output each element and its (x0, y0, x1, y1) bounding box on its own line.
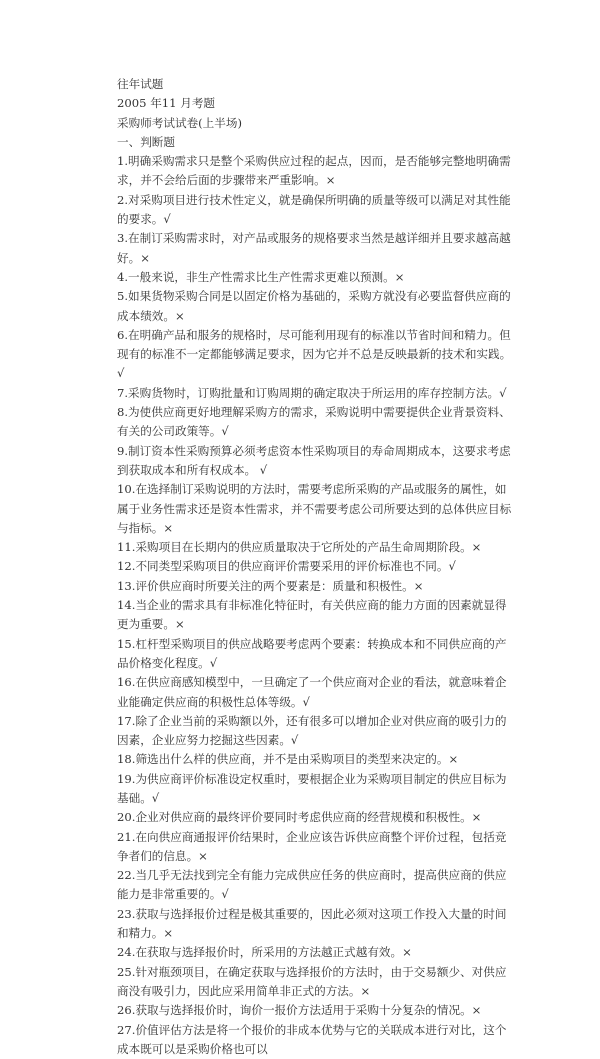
question-item: 9.制订资本性采购预算必须考虑资本性采购项目的寿命周期成本，这要求考虑到获取成本和所有权成本。 √ (117, 443, 511, 477)
question-item: 3.在制订采购需求时，对产品或服务的规格要求当然是越详细并且要求越高越好。× (117, 231, 511, 265)
question-item: 11.采购项目在长期内的供应质量取决于它所处的产品生命周期阶段。× (117, 540, 482, 555)
question-item: 2.对采购项目进行技术性定义，就是确保所明确的质量等级可以满足对其性能的要求。√ (117, 192, 511, 227)
question-item: 6.在明确产品和服务的规格时，尽可能利用现有的标准以节省时间和精力。但现有的标准不一定都能够满足要求，因为它并不总是反映最新的技术和实践。√ (117, 327, 512, 381)
question-item: 8.为使供应商更好地理解采购方的需求，采购说明中需要提供企业背景资料、有关的公司政策等。√ (117, 405, 511, 439)
question-item: 16.在供应商感知模型中，一旦确定了一个供应商对企业的看法，就意味着企业能确定供应商的积极性总体等级。√ (117, 675, 507, 709)
question-item: 1.明确采购需求只是整个采购供应过程的起点，因而，是否能够完整地明确需求，并不会给后面的步骤带来严重影响。× (117, 154, 511, 188)
doc-heading: 往年试题 (117, 77, 164, 91)
question-item: 21.在向供应商通报评价结果时，企业应该告诉供应商整个评价过程，包括竞争者们的信息。× (117, 829, 507, 863)
question-item: 15.杠杆型采购项目的供应战略要考虑两个要素：转换成本和不同供应商的产品价格变化程度。√ (117, 636, 507, 670)
question-item: 25.针对瓶颈项目，在确定获取与选择报价的方法时，由于交易额少、对供应商没有吸引力，因此应采用简单非正式的方法。× (117, 964, 507, 998)
question-item: 27.价值评估方法是将一个报价的非成本优势与它的关联成本进行对比，这个成本既可以是采购价格也可以 (117, 1022, 507, 1056)
question-item: 19.为供应商评价标准设定权重时，要根据企业为采购项目制定的供应目标为基础。√ (117, 771, 507, 805)
question-item: 4.一般来说，非生产性需求比生产性需求更难以预测。× (117, 269, 405, 284)
question-item: 14.当企业的需求具有非标准化特征时，有关供应商的能力方面的因素就显得更为重要。× (117, 598, 507, 632)
exam-date: 2005 年11 月考题 (117, 96, 216, 111)
question-item: 7.采购货物时，订购批量和订购周期的确定取决于所运用的库存控制方法。√ (117, 385, 507, 400)
question-item: 20.企业对供应商的最终评价要同时考虑供应商的经营规模和积极性。× (117, 810, 482, 825)
question-item: 24.在获取与选择报价时，所采用的方法越正式越有效。× (117, 945, 412, 960)
question-item: 23.获取与选择报价过程是极其重要的，因此必须对这项工作投入大量的时间和精力。× (117, 906, 507, 941)
question-item: 18.筛选出什么样的供应商，并不是由采购项目的类型来决定的。× (117, 752, 459, 767)
question-item: 22.当几乎无法找到完全有能力完成供应任务的供应商时，提高供应商的供应能力是非常重要的。√ (117, 868, 507, 902)
paper-title: 采购师考试试卷(上半场) (117, 115, 242, 130)
question-item: 10.在选择制订采购说明的方法时，需要考虑所采购的产品或服务的属性，如属于业务性需求还是资本性需求，并不需要考虑公司所要达到的总体供应目标与指标。× (117, 482, 512, 535)
question-item: 12.不同类型采购项目的供应商评价需要采用的评价标准也不同。√ (117, 559, 456, 574)
question-list (117, 152, 515, 1059)
section-title: 一、判断题 (117, 134, 175, 149)
question-item: 17.除了企业当前的采购额以外，还有很多可以增加企业对供应商的吸引力的因素，企业应努力挖掘这些因素。√ (117, 713, 507, 748)
question-item: 13.评价供应商时所要关注的两个要素是：质量和积极性。× (117, 578, 424, 593)
question-item: 5.如果货物采购合同是以固定价格为基础的，采购方就没有必要监督供应商的成本绩效。× (117, 289, 511, 323)
question-item: 26.获取与选择报价时，询价一报价方法适用于采购十分复杂的情况。× (117, 1003, 482, 1018)
document-body (117, 75, 515, 1059)
